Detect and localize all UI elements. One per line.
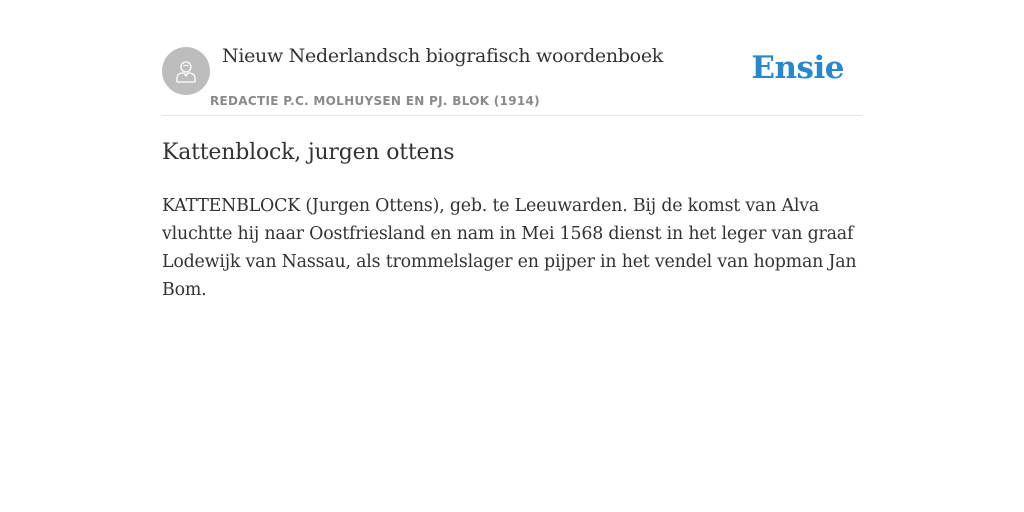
source-subtitle: REDACTIE P.C. MOLHUYSEN EN PJ. BLOK (1914) (210, 94, 540, 108)
ensie-logo[interactable]: Ensie (751, 50, 844, 86)
article-body: KATTENBLOCK (Jurgen Ottens), geb. te Leeuwarden. Bij de komst van Alva vluchtte hij naar Oostfriesland en nam in Mei 1568 dienst in het leger van graaf Lodewijk van Nassau, als trommelslager en pijper in het vendel van hopman Jan Bom. (162, 196, 857, 300)
source-header (162, 0, 862, 116)
user-icon (172, 57, 200, 85)
source-title[interactable]: Nieuw Nederlandsch biografisch woordenboek (222, 45, 663, 67)
article-title: Kattenblock, jurgen ottens (162, 140, 455, 165)
page-container (162, 0, 862, 300)
avatar[interactable] (162, 47, 210, 95)
